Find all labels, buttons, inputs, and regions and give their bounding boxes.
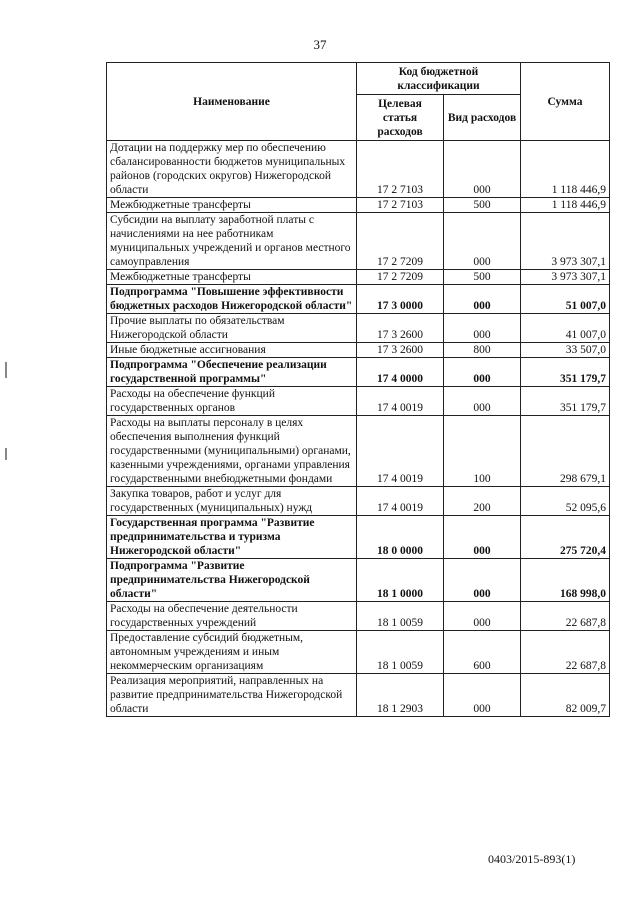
- row-sum: 168 998,0: [521, 559, 610, 602]
- row-target-article: 18 1 0059: [357, 602, 444, 631]
- row-target-article: 18 1 0000: [357, 559, 444, 602]
- row-target-article: 17 3 0000: [357, 285, 444, 314]
- row-expense-kind: 000: [444, 285, 521, 314]
- row-expense-kind: 000: [444, 559, 521, 602]
- row-expense-kind: 000: [444, 516, 521, 559]
- row-target-article: 17 3 2600: [357, 314, 444, 343]
- header-classification-code: Код бюджетной классификации: [357, 63, 521, 95]
- row-sum: 33 507,0: [521, 343, 610, 358]
- row-target-article: 17 2 7209: [357, 213, 444, 270]
- row-name: Расходы на обеспечение деятельности государственных учреждений: [107, 602, 357, 631]
- table-row: [107, 285, 610, 314]
- table-row: [107, 602, 610, 631]
- header-target-article: Целевая статья расходов: [357, 95, 444, 141]
- row-target-article: 18 1 2903: [357, 674, 444, 717]
- row-sum: 351 179,7: [521, 387, 610, 416]
- row-expense-kind: 000: [444, 141, 521, 198]
- row-name: Межбюджетные трансферты: [107, 198, 357, 213]
- row-name: Предоставление субсидий бюджетным, автономным учреждениям и иным некоммерческим организациям: [107, 631, 357, 674]
- table-body: [107, 141, 610, 717]
- table-row: [107, 198, 610, 213]
- row-expense-kind: 000: [444, 213, 521, 270]
- row-name: Иные бюджетные ассигнования: [107, 343, 357, 358]
- table-header: [107, 63, 610, 141]
- row-name: Закупка товаров, работ и услуг для государственных (муниципальных) нужд: [107, 487, 357, 516]
- row-target-article: 17 3 2600: [357, 343, 444, 358]
- table-row: [107, 314, 610, 343]
- row-target-article: 17 4 0019: [357, 416, 444, 487]
- row-sum: 22 687,8: [521, 631, 610, 674]
- row-name: Прочие выплаты по обязательствам Нижегородской области: [107, 314, 357, 343]
- row-sum: 275 720,4: [521, 516, 610, 559]
- table-row: [107, 343, 610, 358]
- row-name: Подпрограмма "Обеспечение реализации государственной программы": [107, 358, 357, 387]
- row-expense-kind: 000: [444, 602, 521, 631]
- row-expense-kind: 000: [444, 314, 521, 343]
- row-sum: 51 007,0: [521, 285, 610, 314]
- row-name: Подпрограмма "Повышение эффективности бюджетных расходов Нижегородской области": [107, 285, 357, 314]
- row-sum: 3 973 307,1: [521, 213, 610, 270]
- row-target-article: 18 0 0000: [357, 516, 444, 559]
- row-name: Реализация мероприятий, направленных на развитие предпринимательства Нижегородской области: [107, 674, 357, 717]
- row-expense-kind: 800: [444, 343, 521, 358]
- margin-mark: [5, 362, 7, 378]
- table-row: [107, 416, 610, 487]
- row-target-article: 17 4 0019: [357, 387, 444, 416]
- row-name: Расходы на выплаты персоналу в целях обеспечения выполнения функций государственными (муниципальными) органами, казенными учреждениями, органами управления государственными внебюджетными фондами: [107, 416, 357, 487]
- row-expense-kind: 500: [444, 198, 521, 213]
- row-sum: 3 973 307,1: [521, 270, 610, 285]
- table-row: [107, 141, 610, 198]
- document-code: 0403/2015-893(1): [488, 852, 576, 866]
- row-sum: 22 687,8: [521, 602, 610, 631]
- row-sum: 1 118 446,9: [521, 198, 610, 213]
- table-row: [107, 487, 610, 516]
- table-row: [107, 213, 610, 270]
- row-expense-kind: 000: [444, 387, 521, 416]
- row-sum: 41 007,0: [521, 314, 610, 343]
- row-sum: 298 679,1: [521, 416, 610, 487]
- row-target-article: 17 4 0000: [357, 358, 444, 387]
- row-sum: 351 179,7: [521, 358, 610, 387]
- row-sum: 1 118 446,9: [521, 141, 610, 198]
- row-target-article: 17 2 7103: [357, 141, 444, 198]
- row-name: Расходы на обеспечение функций государственных органов: [107, 387, 357, 416]
- row-expense-kind: 100: [444, 416, 521, 487]
- row-expense-kind: 500: [444, 270, 521, 285]
- row-expense-kind: 000: [444, 674, 521, 717]
- header-name: Наименование: [107, 63, 357, 141]
- budget-table: [106, 62, 610, 717]
- page-number: 37: [313, 37, 327, 52]
- row-name: Государственная программа "Развитие предпринимательства и туризма Нижегородской области": [107, 516, 357, 559]
- row-target-article: 17 2 7209: [357, 270, 444, 285]
- header-sum: Сумма: [521, 63, 610, 141]
- row-expense-kind: 000: [444, 358, 521, 387]
- header-expense-kind: Вид расходов: [444, 95, 521, 141]
- table-row: [107, 674, 610, 717]
- row-sum: 82 009,7: [521, 674, 610, 717]
- table-row: [107, 516, 610, 559]
- row-name: Подпрограмма "Развитие предпринимательства Нижегородской области": [107, 559, 357, 602]
- table-row: [107, 559, 610, 602]
- row-name: Субсидии на выплату заработной платы с начислениями на нее работникам муниципальных учреждений и органов местного самоуправления: [107, 213, 357, 270]
- row-target-article: 17 4 0019: [357, 487, 444, 516]
- row-expense-kind: 200: [444, 487, 521, 516]
- row-name: Межбюджетные трансферты: [107, 270, 357, 285]
- margin-mark: [5, 448, 7, 460]
- row-expense-kind: 600: [444, 631, 521, 674]
- table-row: [107, 270, 610, 285]
- table-row: [107, 358, 610, 387]
- row-name: Дотации на поддержку мер по обеспечению сбалансированности бюджетов муниципальных районов (городских округов) Нижегородской области: [107, 141, 357, 198]
- row-target-article: 18 1 0059: [357, 631, 444, 674]
- row-target-article: 17 2 7103: [357, 198, 444, 213]
- table-row: [107, 387, 610, 416]
- table-row: [107, 631, 610, 674]
- row-sum: 52 095,6: [521, 487, 610, 516]
